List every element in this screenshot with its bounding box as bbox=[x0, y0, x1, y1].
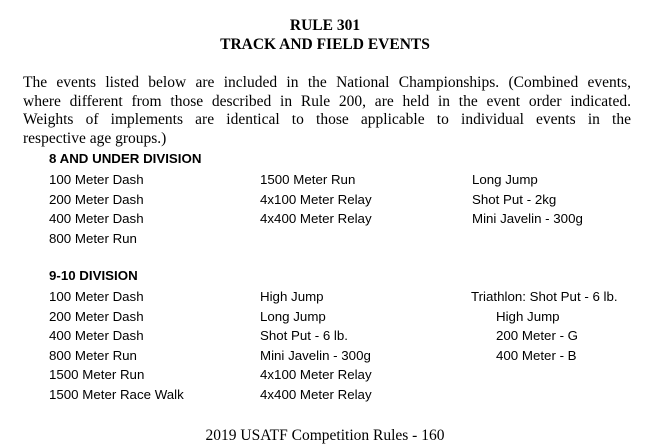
event-item: High Jump bbox=[496, 308, 560, 324]
event-item: Long Jump bbox=[260, 308, 326, 324]
division-heading-9-10: 9-10 DIVISION bbox=[49, 268, 138, 283]
event-item: 400 Meter - B bbox=[496, 347, 577, 363]
page-footer: 2019 USATF Competition Rules - 160 bbox=[205, 427, 445, 444]
event-item: 200 Meter Dash bbox=[49, 308, 144, 324]
event-item: High Jump bbox=[260, 289, 324, 304]
event-item: 4x100 Meter Relay bbox=[260, 367, 372, 383]
event-item: Triathlon: Shot Put - 6 lb. bbox=[471, 289, 618, 304]
intro-paragraph bbox=[23, 74, 631, 148]
event-item: 800 Meter Run bbox=[49, 347, 137, 363]
intro-line: Weights of implements are identical to those applicable to individual events in the bbox=[23, 111, 631, 129]
event-item: 4x400 Meter Relay bbox=[260, 211, 372, 227]
event-item: Shot Put - 6 lb. bbox=[260, 328, 348, 344]
event-column-3 bbox=[471, 287, 618, 365]
event-item: 4x100 Meter Relay bbox=[260, 191, 372, 207]
intro-line: The events listed below are included in the National Championships. (Combined events, bbox=[23, 74, 631, 91]
event-item: 1500 Meter Race Walk bbox=[49, 386, 184, 402]
event-item: Mini Javelin - 300g bbox=[472, 211, 583, 227]
intro-line: respective age groups.) bbox=[23, 129, 167, 147]
event-column-2 bbox=[260, 287, 372, 405]
event-column-3 bbox=[472, 170, 583, 229]
event-item: 1500 Meter Run bbox=[260, 172, 356, 187]
event-item: 200 Meter Dash bbox=[49, 191, 144, 207]
event-item: Mini Javelin - 300g bbox=[260, 347, 371, 363]
event-column-1 bbox=[49, 170, 144, 248]
event-item: 1500 Meter Run bbox=[49, 367, 145, 383]
event-item: 100 Meter Dash bbox=[49, 172, 144, 187]
event-item: Long Jump bbox=[472, 172, 538, 187]
intro-line: where different from those described in Rule 200, are held in the event order indicated. bbox=[23, 92, 631, 110]
rule-number-heading: RULE 301 bbox=[289, 17, 361, 34]
event-item: 800 Meter Run bbox=[49, 230, 137, 246]
rule-title-heading: TRACK AND FIELD EVENTS bbox=[220, 36, 430, 53]
event-item: 4x400 Meter Relay bbox=[260, 386, 372, 402]
event-item: 100 Meter Dash bbox=[49, 289, 144, 304]
event-column-2 bbox=[260, 170, 372, 229]
event-item: Shot Put - 2kg bbox=[472, 191, 557, 207]
event-item: 400 Meter Dash bbox=[49, 328, 144, 344]
event-item: 400 Meter Dash bbox=[49, 211, 144, 227]
event-column-1 bbox=[49, 287, 184, 405]
division-heading-8-under: 8 AND UNDER DIVISION bbox=[49, 151, 202, 166]
event-item: 200 Meter - G bbox=[496, 328, 579, 344]
